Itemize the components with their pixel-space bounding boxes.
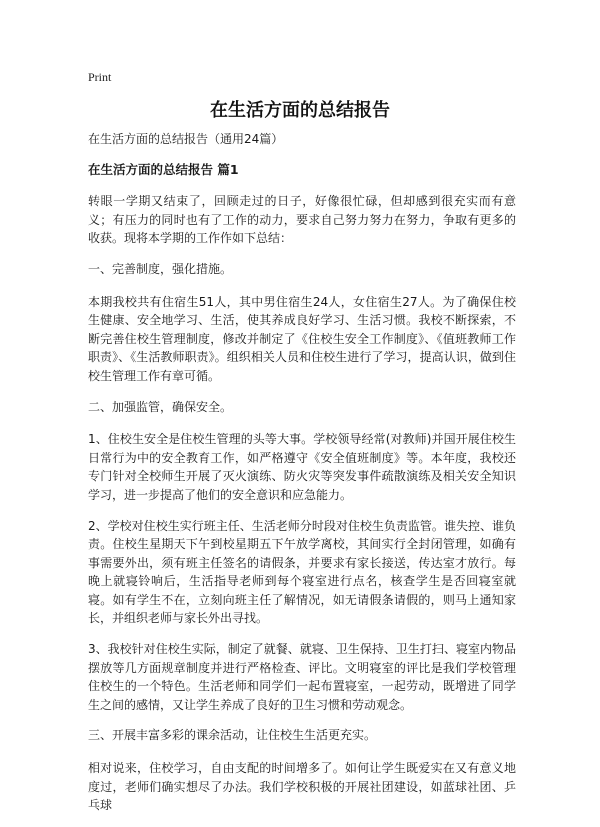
heading-2: 二、加强监管，确保安全。	[88, 399, 233, 414]
paragraph-intro: 转眼一学期又结束了，回顾走过的日子，好像很忙碌，但却感到很充实而有意义；有压力的同时也有了工作的动力，要求自己努力努力在努力，争取有更多的收获。现将本学期的工作作如下总结：	[88, 194, 516, 246]
paragraph-5: 相对说来，住校学习，自由支配的时间增多了。如何让学生既爱实在又有意义地度过，老师们确实想尽了办法。我们学校积极的开展社团建设，如蓝球社团、乒乓球	[88, 761, 516, 813]
document-body	[88, 130, 516, 827]
section-title: 在生活方面的总结报告 篇1	[88, 161, 239, 177]
print-link[interactable]: Print	[88, 70, 112, 84]
paragraph-1: 本期我校共有住宿生51人，其中男住宿生24人，女住宿生27人。为了确保住校生健康、安全地学习、生活，使其养成良好学习、生活习惯。我校不断探索，不断完善住校生管理制度，修改并制定了《住校生安全工作制度》、《值班教师工作职责》、《生活教师职责》。组织相关人员和住校生进行了学习，提高认识，做到住校生管理工作有章可循。	[88, 294, 516, 383]
heading-3: 三、开展丰富多彩的课余活动，让住校生生活更充实。	[88, 728, 377, 743]
paragraph-4: 3、我校针对住校生实际，制定了就餐、就寝、卫生保持、卫生打扫、寝室内物品摆放等几方面规章制度并进行严格检查、评比。文明寝室的评比是我们学校管理住校生的一个特色。生活老师和同学们一起布置寝室，一起劳动，既增进了同学生之间的感情，又让学生养成了良好的卫生习惯和劳动观念。	[88, 642, 516, 712]
paragraph-2: 1、住校生安全是住校生管理的头等大事。学校领导经常(对教师)并国开展住校生日常行为中的安全教育工作，如严格遵守《安全值班制度》等。本年度，我校还专门针对全校师生开展了灭火演练、防火灾等突发事件疏散演练及相关安全知识学习，进一步提高了他们的安全意识和应急能力。	[88, 432, 516, 502]
document-subtitle: 在生活方面的总结报告（通用24篇）	[88, 132, 284, 146]
document-title: 在生活方面的总结报告	[210, 100, 390, 121]
paragraph-3: 2、学校对住校生实行班主任、生活老师分时段对住校生负责监管。谁失控、谁负责。住校生星期天下午到校星期五下午放学离校，其间实行全封闭管理，如确有事需要外出，须有班主任签名的请假条，并要求有家长接送，传达室才放行。每晚上就寝铃响后，生活指导老师到每个寝室进行点名，核查学生是否回寝室就寝。如有学生不在，立刻向班主任了解情况，如无请假条请假的，则马上通知家长，并组织老师与家长外出寻找。	[88, 518, 516, 626]
heading-1: 一、完善制度，强化措施。	[88, 261, 233, 276]
